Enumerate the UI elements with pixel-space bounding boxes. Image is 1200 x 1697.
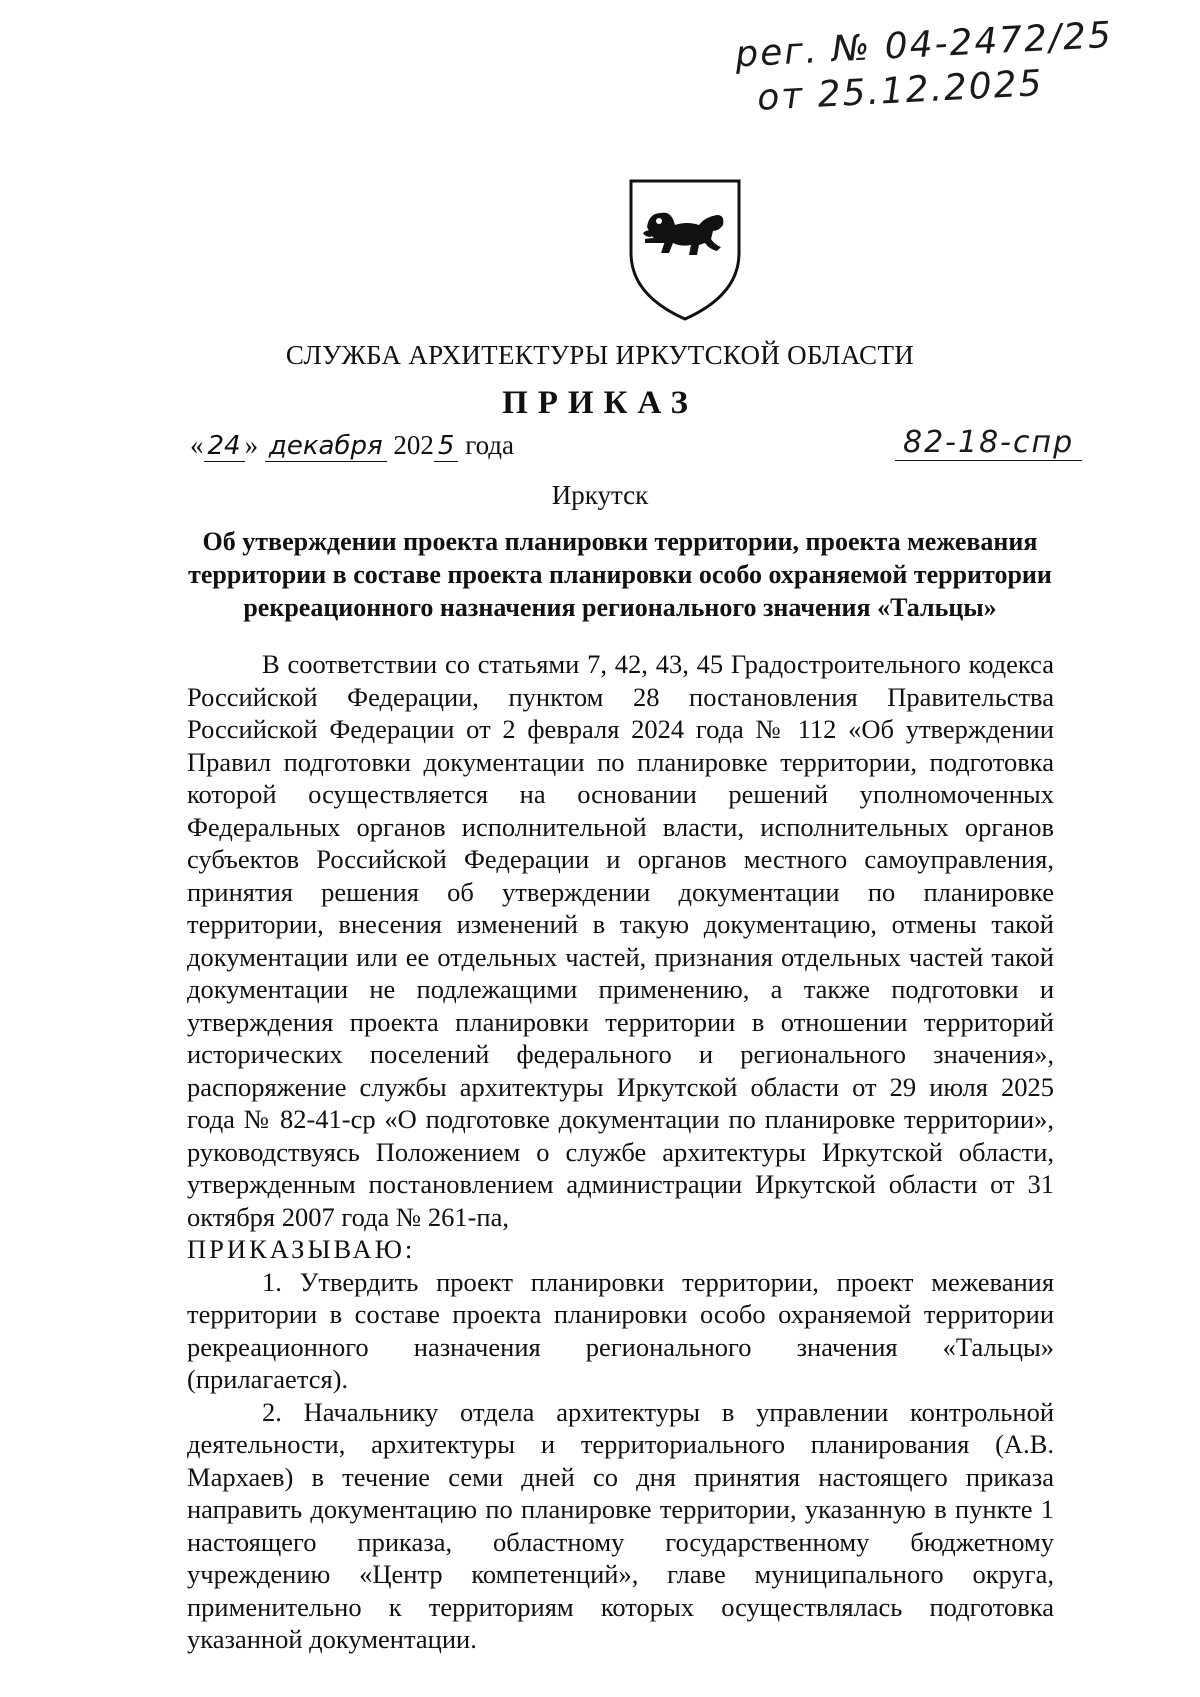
date-month: декабря (265, 431, 387, 462)
order-item-text: Утвердить проект планировки территории, проект межевания территории в составе проекта планировки особо охраняемой территории рекреационного назначения регионального значения «Тальцы» (прилагается). (187, 1266, 1055, 1394)
order-item-number: 1. (262, 1266, 282, 1297)
document-subject: Об утверждении проекта планировки территории, проекта межевания территории в составе проекта планировки особо охраняемой территории рекреационного назначения регионального значения «Тальцы» (188, 527, 1052, 622)
date-year-suffix: 5 (434, 431, 459, 462)
order-date (190, 430, 514, 461)
date-year-word: года (465, 430, 515, 460)
preamble-paragraph: В соответствии со статьями 7, 42, 43, 45 Градостроительного кодекса Российской Федерации, пунктом 28 постановления Правительства Российской Федерации от 2 февраля 2024 года № 112 «Об утверждении Правил подготовки документации по планировке территории, подготовка которой осуществляется на основании решений уполномоченных Федеральных органов исполнительной власти, исполнительных органов субъектов Российской Федерации и органов местного самоуправления, принятия решения об утверждении документации по планировке территории, внесения изменений в такую документацию, отмены такой документации или ее отдельных частей, признания отдельных частей такой документации не подлежащими применению, а также подготовки и утверждения проекта планировки территории в отношении территорий исторических поселений федерального и регионального значения», распоряжение службы архитектуры Иркутской области от 29 июля 2025 года № 82-41-ср «О подготовке документации по планировке территории», руководствуясь Положением о службе архитектуры Иркутской области, утвержденным постановлением администрации Иркутской области от 31 октября 2007 года № 261-па, (187, 649, 1054, 1232)
registration-number: рег. № 04-2472/25 (734, 14, 1114, 76)
date-year-prefix: 202 (393, 430, 434, 460)
order-number: 82-18-спр (895, 425, 1082, 461)
date-open-quote: « (190, 430, 204, 460)
order-item-number: 2. (262, 1396, 282, 1427)
order-item-text: Начальнику отдела архитектуры в управлении контрольной деятельности, архитектуры и территориального планирования (А.В. Мархаев) в течение семи дней со дня принятия настоящего приказа направить документацию по планировке территории, указанную в пункте 1 настоящего приказа, областному государственному бюджетному учреждению «Центр компетенций», главе муниципального округа, применительно к территориям которых осуществлялась подготовка указанной документации. (187, 1396, 1054, 1654)
document-body (187, 648, 1054, 1656)
city: Иркутск (551, 480, 649, 510)
order-word: ПРИКАЗЫВАЮ: (187, 1234, 416, 1264)
registration-date: от 25.12.2025 (756, 62, 1045, 119)
date-close-quote: » (244, 430, 259, 460)
date-day: 24 (204, 431, 245, 462)
registration-stamp (734, 14, 1175, 119)
order-item (187, 1396, 1054, 1656)
order-item (187, 1266, 1054, 1396)
coat-of-arms-icon (625, 175, 745, 325)
agency-name: СЛУЖБА АРХИТЕКТУРЫ ИРКУТСКОЙ ОБЛАСТИ (285, 340, 915, 370)
document-type: ПРИКАЗ (502, 385, 698, 421)
